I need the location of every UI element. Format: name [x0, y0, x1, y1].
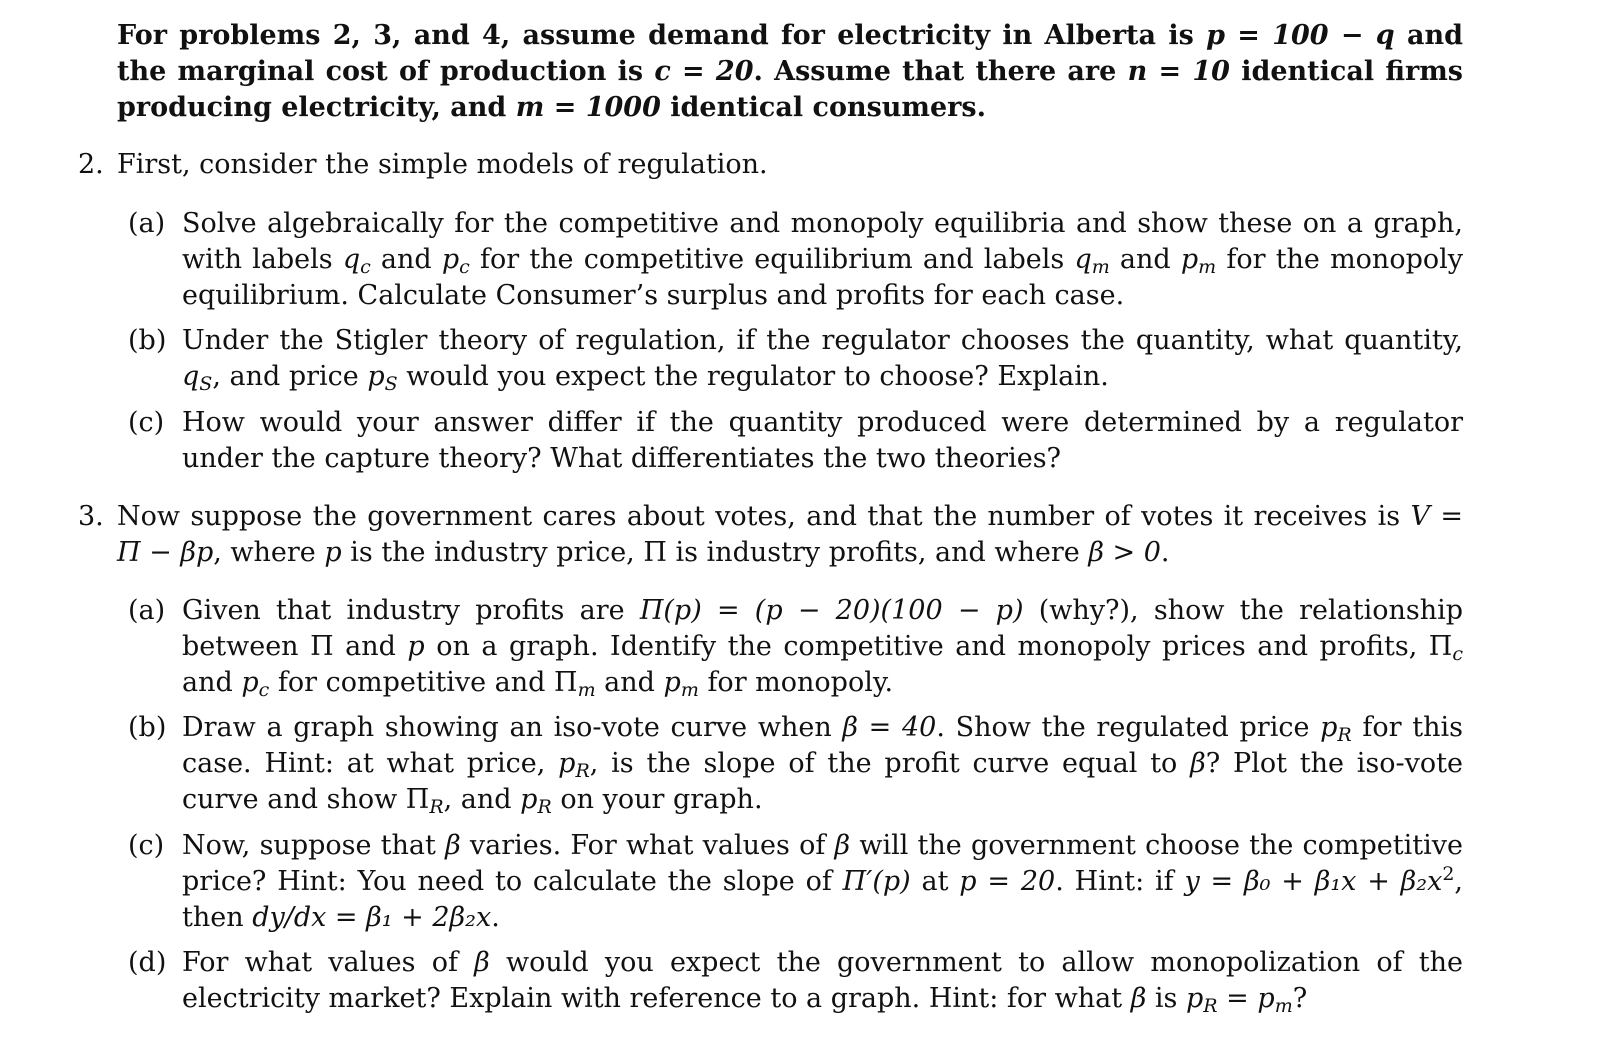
- part-text: Under the Stigler theory of regulation, if the regulator chooses the quantity, what quantity, $q_S$, and price $p_S$ would you expect the regulator to choose? Explain.: [182, 325, 1463, 395]
- problem-3b: [128, 710, 1463, 818]
- problem-number: 3.: [78, 501, 104, 532]
- problem-number: 2.: [78, 149, 104, 180]
- problem-text: First, consider the simple models of regulation.: [117, 149, 768, 180]
- part-text: Given that industry profits are Π(p) = (p − 20)(100 − p) (why?), show the relationship between Π and p on a graph. Identify the competitive and monopoly prices and profits, $\Pi_c$ and $p_c$ for competitive and $\Pi_m$ and $p_m$ for monopoly.: [182, 595, 1464, 701]
- part-text: For what values of β would you expect the government to allow monopolization of the electricity market? Explain with reference to a graph. Hint: for what β is $p_R = p_m$?: [182, 947, 1464, 1017]
- intro-text: and the marginal cost of production is: [117, 20, 1463, 87]
- marginal-cost-equation: c = 20: [654, 56, 754, 87]
- problem-3c: [128, 828, 1463, 936]
- problem-3-heading: [78, 499, 1463, 571]
- part-label: (d): [128, 947, 167, 978]
- problem-3a: [128, 593, 1463, 701]
- part-label: (b): [128, 325, 167, 356]
- problem-2c: [128, 405, 1463, 477]
- problem-2b: [128, 323, 1463, 395]
- demand-equation: p = 100 − q: [1206, 20, 1395, 51]
- problem-set-intro: [117, 18, 1463, 126]
- part-label: (b): [128, 712, 167, 743]
- problem-2a: [128, 206, 1463, 314]
- part-label: (c): [128, 830, 165, 861]
- firm-count-equation: n = 10: [1127, 56, 1230, 87]
- consumer-count-equation: m = 1000: [515, 92, 661, 123]
- problem-text: Now suppose the government cares about votes, and that the number of votes it receives is V = Π − βp, where p is the industry price, Π is industry profits, and where β > 0.: [117, 501, 1463, 568]
- intro-text: identical firms producing electricity, and: [117, 56, 1463, 123]
- intro-text: identical consumers.: [660, 92, 987, 123]
- intro-text: For problems 2, 3, and 4, assume demand for electricity in Alberta is: [117, 20, 1207, 51]
- part-text: Solve algebraically for the competitive and monopoly equilibria and show these on a graph, with labels $q_c$ and $p_c$ for the competitive equilibrium and labels $q_m$ and $p_m$ for the monopoly equilibrium. Calculate Consumer’s surplus and profits for each case.: [182, 208, 1464, 311]
- part-label: (a): [128, 208, 166, 239]
- part-label: (a): [128, 595, 166, 626]
- part-text: How would your answer differ if the quantity produced were determined by a regulator under the capture theory? What differentiates the two theories?: [182, 407, 1463, 474]
- part-label: (c): [128, 407, 165, 438]
- part-text: Draw a graph showing an iso-vote curve when β = 40. Show the regulated price $p_R$ for this case. Hint: at what price, $p_R$, is the slope of the profit curve equal to β? Plot the iso-vote curve and show $\Pi_R$, and $p_R$ on your graph.: [182, 712, 1463, 818]
- problem-3d: [128, 945, 1463, 1017]
- intro-text: . Assume that there are: [753, 56, 1128, 87]
- part-text: Now, suppose that β varies. For what values of β will the government choose the competitive price? Hint: You need to calculate the slope of Π′(p) at p = 20. Hint: if $y = \beta_0 + \beta_1x + \beta_2x^2$, then dy/dx = β₁ + 2β₂x.: [182, 830, 1463, 933]
- problem-2-heading: [78, 147, 1463, 183]
